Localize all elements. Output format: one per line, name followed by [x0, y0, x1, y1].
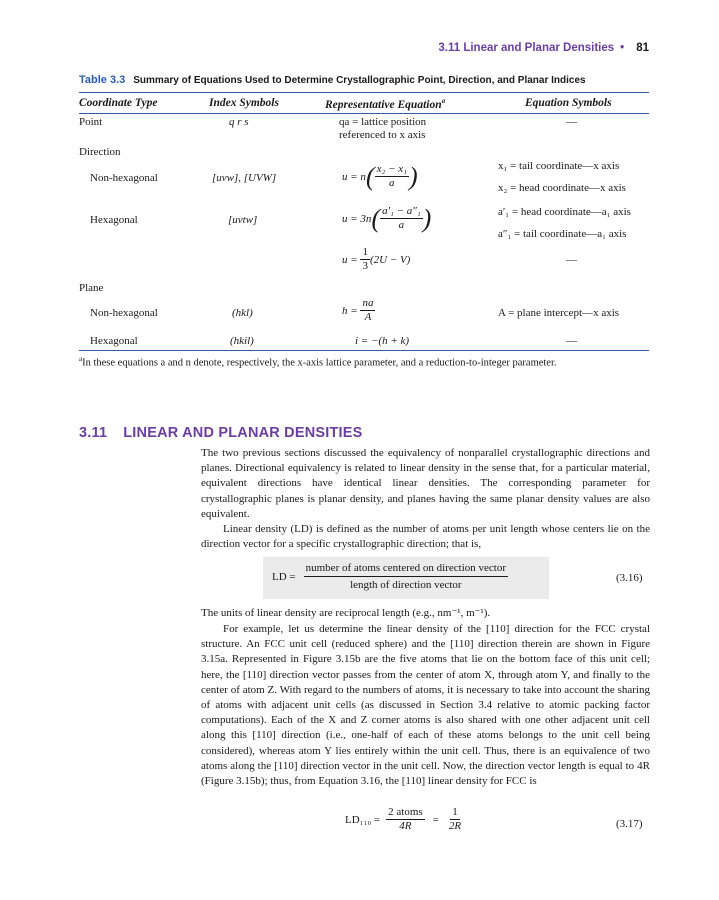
row-plane-nonhex-type: Non-hexagonal: [90, 307, 158, 319]
row-direction-nonhex-sym2: x₂ = head coordinate—x axis: [498, 182, 626, 194]
eq-plane-hex: i = −(h + k): [355, 335, 410, 347]
eq316-denominator: length of direction vector: [350, 579, 462, 591]
table-header-rule: [79, 113, 649, 114]
section-number: 3.11: [79, 425, 108, 441]
col-header-note-mark: a: [441, 97, 446, 105]
eq-direction-hex-den: a: [398, 219, 405, 231]
eq-direction-hex2-lhs: u =: [342, 253, 358, 266]
running-header: [438, 42, 649, 54]
eq-direction-hex: [342, 205, 431, 232]
paren-open-icon: (: [371, 203, 381, 233]
eq-direction-hex-lhs: u = 3n: [342, 212, 372, 225]
footnote-mark: a: [79, 355, 83, 363]
row-direction-hex-type: Hexagonal: [90, 214, 138, 226]
row-point-eq-symbols: —: [566, 116, 577, 128]
eq-direction-nonhex-lhs: u = n: [342, 170, 366, 183]
eq-direction-nonhex: [342, 163, 418, 190]
paragraph-intro: The two previous sections discussed the equivalency of nonparallel crystallographic directions and planes. Directional equivalency is related to linear density in the sense that, for a particular material, equivalent directions have identical linear densities. The corresponding parameter for crystallographic planes is planar density, and planes having the same planar density values are also equivalent.: [201, 447, 650, 520]
row-plane-nonhex-eq-symbols: A = plane intercept—x axis: [498, 307, 620, 319]
paragraph-example: For example, let us determine the linear density of the [110] direction for the FCC crystal structure. An FCC unit cell (reduced sphere) and the [110] direction therein are shown in Figure 3.15a. Represented in Figure 3.15b are the five atoms that lie on the bottom face of this unit cell; here, the [110] direction vector passes from the center of atom X, through atom Y, and finally to the center of atom Z. With regard to the numbers of atoms, it is necessary to take into account the sharing of atoms with adjacent unit cells (as discussed in Section 3.4 relative to atomic packing factor computations). Each of the X and Z corner atoms is also shared with one other adjacent unit cell along this [110] direction (i.e., one-half of each of these atoms belongs to the unit cell being considered), whereas atom Y lies entirely within the unit cell. Thus, there is an equivalence of two atoms along the [110] direction vector in the unit cell. Now, the direction vector length is equal to 4R (Figure 3.15b); thus, from Equation 3.16, the [110] linear density for FCC is: [201, 623, 650, 788]
eq-direction-hex-num: a′₁ − a″₁: [382, 205, 421, 217]
eq-direction-hex2-num: 1: [362, 246, 368, 258]
col-header-coordinate-type: Coordinate Type: [79, 97, 158, 109]
header-section-title: 3.11 Linear and Planar Densities: [438, 42, 615, 54]
row-direction-nonhex-symbols: [uvw], [UVW]: [212, 172, 277, 184]
eq-plane-nonhex-num: na: [362, 297, 374, 309]
header-separator: •: [620, 42, 625, 54]
page-number: 81: [636, 42, 649, 54]
equation-317-number: (3.17): [616, 818, 643, 830]
table-top-rule: [79, 92, 649, 93]
paren-open-icon: (: [365, 161, 375, 191]
section-title: LINEAR AND PLANAR DENSITIES: [123, 425, 363, 441]
row-point-equation-line2: referenced to x axis: [339, 129, 426, 141]
eq317-lhs: LD₁₁₀ =: [345, 813, 381, 826]
equation-316-number: (3.16): [616, 572, 643, 584]
col-header-equation-symbols: Equation Symbols: [525, 97, 612, 109]
paren-close-icon: ): [408, 161, 418, 191]
eq-direction-nonhex-den: a: [389, 177, 395, 189]
col-header-representative-equation: Representative Equation$^a$: [325, 97, 446, 111]
paragraph-units: The units of linear density are reciprocal length (e.g., nm⁻¹, m⁻¹).: [201, 607, 491, 619]
row-direction-nonhex-sym1: x₁ = tail coordinate—x axis: [498, 160, 620, 172]
row-point-symbols: q r s: [229, 116, 249, 128]
eq317-num2: 1: [452, 806, 458, 818]
col-header-index-symbols: Index Symbols: [209, 97, 279, 109]
table-caption: [79, 74, 586, 86]
table-bottom-rule: [79, 350, 649, 351]
eq-direction-nonhex-num: x₂ − x₁: [376, 163, 407, 175]
row-direction-hex-sym2: a″₁ = tail coordinate—a₁ axis: [498, 228, 627, 240]
row-point-type: Point: [79, 116, 103, 128]
section-heading: [79, 425, 363, 441]
eq-direction-hex2-rhs: (2U − V): [369, 253, 411, 266]
footnote-text: In these equations a and n denote, respectively, the x-axis lattice parameter, and a reduction-to-integer parameter.: [82, 357, 557, 369]
equation-316: [272, 560, 508, 593]
row-direction-hex2-eq-symbols: —: [566, 254, 577, 266]
row-plane-hex-symbols: (hkil): [230, 335, 254, 347]
table-caption-text: Summary of Equations Used to Determine Crystallographic Point, Direction, and Planar Indices: [133, 75, 586, 86]
row-point-equation-line1: qa = lattice position: [339, 116, 427, 128]
eq-plane-nonhex: [342, 297, 375, 324]
paragraph-ld-definition: Linear density (LD) is defined as the number of atoms per unit length whose centers lie on the direction vector for a specific crystallographic direction; that is,: [201, 523, 650, 551]
eq317-equals: =: [432, 813, 439, 826]
row-direction-hex-sym1: a′₁ = head coordinate—a₁ axis: [498, 206, 631, 218]
paren-close-icon: ): [422, 203, 432, 233]
eq317-den1: 4R: [399, 820, 412, 832]
eq317-num1: 2 atoms: [388, 806, 423, 818]
eq316-numerator: number of atoms centered on direction vector: [304, 560, 508, 577]
equation-317: [345, 806, 463, 833]
group-plane: Plane: [79, 282, 104, 294]
row-plane-nonhex-symbols: (hkl): [232, 307, 253, 319]
eq-plane-nonhex-lhs: h =: [342, 304, 358, 317]
eq-direction-hex-alt: [342, 246, 410, 273]
table-label: Table 3.3: [79, 74, 126, 86]
row-direction-nonhex-type: Non-hexagonal: [90, 172, 158, 184]
eq-plane-nonhex-den: A: [364, 311, 372, 323]
row-direction-hex-symbols: [uvtw]: [228, 214, 258, 226]
row-plane-hex-eq-symbols: —: [566, 335, 577, 347]
group-direction: Direction: [79, 146, 121, 158]
eq317-den2: 2R: [448, 820, 462, 832]
eq-direction-hex2-den: 3: [362, 260, 368, 272]
eq316-lhs: LD =: [272, 570, 296, 583]
row-plane-hex-type: Hexagonal: [90, 335, 138, 347]
table-footnote: [79, 355, 557, 369]
